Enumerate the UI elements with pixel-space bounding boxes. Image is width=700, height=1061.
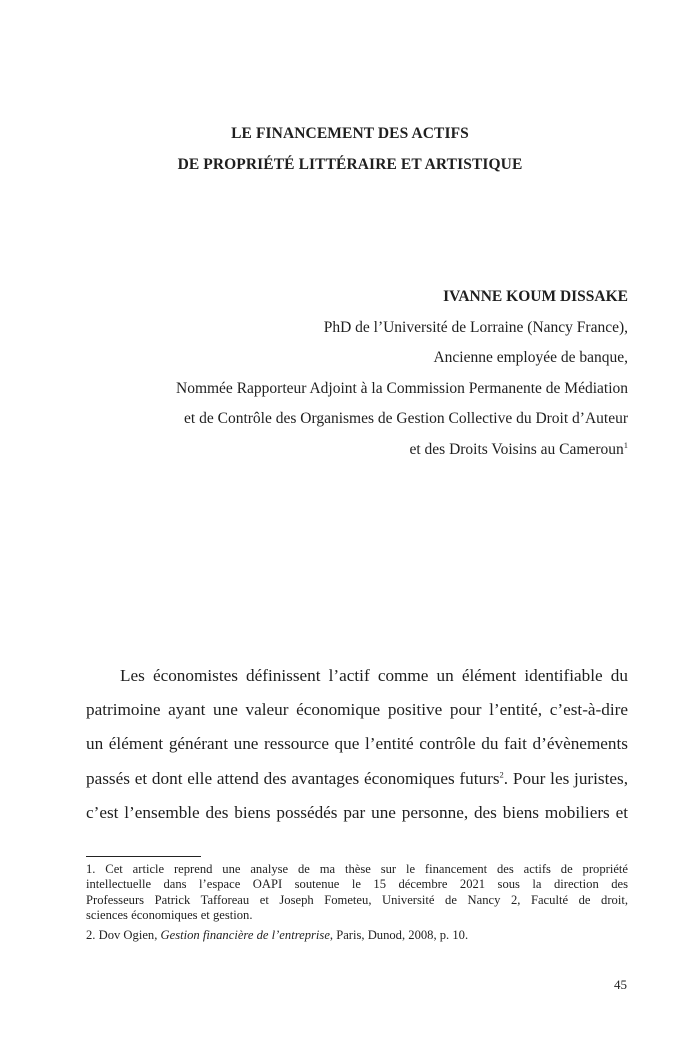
- author-name: IVANNE KOUM DISSAKE: [443, 288, 628, 305]
- footnotes: [86, 862, 628, 943]
- footnote-mark-1: 1: [623, 439, 628, 450]
- author-affiliation: et de Contrôle des Organismes de Gestion Collective du Droit d’Auteur: [184, 410, 628, 427]
- body-line: c’est l’ensemble des biens possédés par une personne, des biens mobiliers et: [86, 802, 628, 822]
- footnote-1-line: intellectuelle dans l’espace OAPI soutenue le 15 décembre 2021 sous la direction des: [86, 877, 628, 892]
- footnote-2-title: Gestion financière de l’entreprise: [160, 927, 330, 942]
- body-paragraph: [86, 659, 628, 830]
- author-block: [68, 282, 628, 465]
- author-affiliation: Ancienne employée de banque,: [433, 349, 628, 366]
- author-affiliation-last: [68, 435, 628, 466]
- body-line: patrimoine ayant une valeur économique positive pour l’entité, c’est-à-dire: [86, 700, 628, 720]
- article-title: [0, 118, 700, 180]
- body-line: un élément générant une ressource que l’entité contrôle du fait d’évènements: [86, 734, 628, 754]
- author-affiliation-text: et des Droits Voisins au Cameroun: [409, 440, 624, 458]
- author-affiliation: Nommée Rapporteur Adjoint à la Commission Permanente de Médiation: [176, 379, 628, 397]
- title-line-2: DE PROPRIÉTÉ LITTÉRAIRE ET ARTISTIQUE: [177, 156, 523, 173]
- body-line-part: passés et dont elle attend des avantages économiques futurs: [86, 768, 500, 788]
- author-affiliation: PhD de l’Université de Lorraine (Nancy France),: [323, 318, 628, 336]
- footnote-2: [86, 928, 628, 943]
- footnote-2-prefix: 2. Dov Ogien,: [86, 927, 161, 942]
- body-line-part: . Pour les juristes,: [503, 768, 629, 788]
- footnote-mark-2: 2: [499, 768, 504, 779]
- title-line-1: LE FINANCEMENT DES ACTIFS: [231, 125, 469, 142]
- footnote-1-line: 1. Cet article reprend une analyse de ma thèse sur le financement des actifs de propriété: [86, 862, 628, 876]
- page-number: 45: [614, 977, 627, 992]
- body-line: Les économistes définissent l’actif comme un élément identifiable du: [120, 666, 628, 685]
- footnote-1-line: Professeurs Patrick Tafforeau et Joseph Fometeu, Université de Nancy 2, Faculté de droit,: [86, 892, 628, 907]
- body-line-with-footnote: [86, 762, 628, 796]
- footnote-1-line: sciences économiques et gestion.: [86, 908, 253, 923]
- footnote-2-suffix: , Paris, Dunod, 2008, p. 10.: [329, 927, 469, 942]
- footnote-separator: [86, 856, 201, 857]
